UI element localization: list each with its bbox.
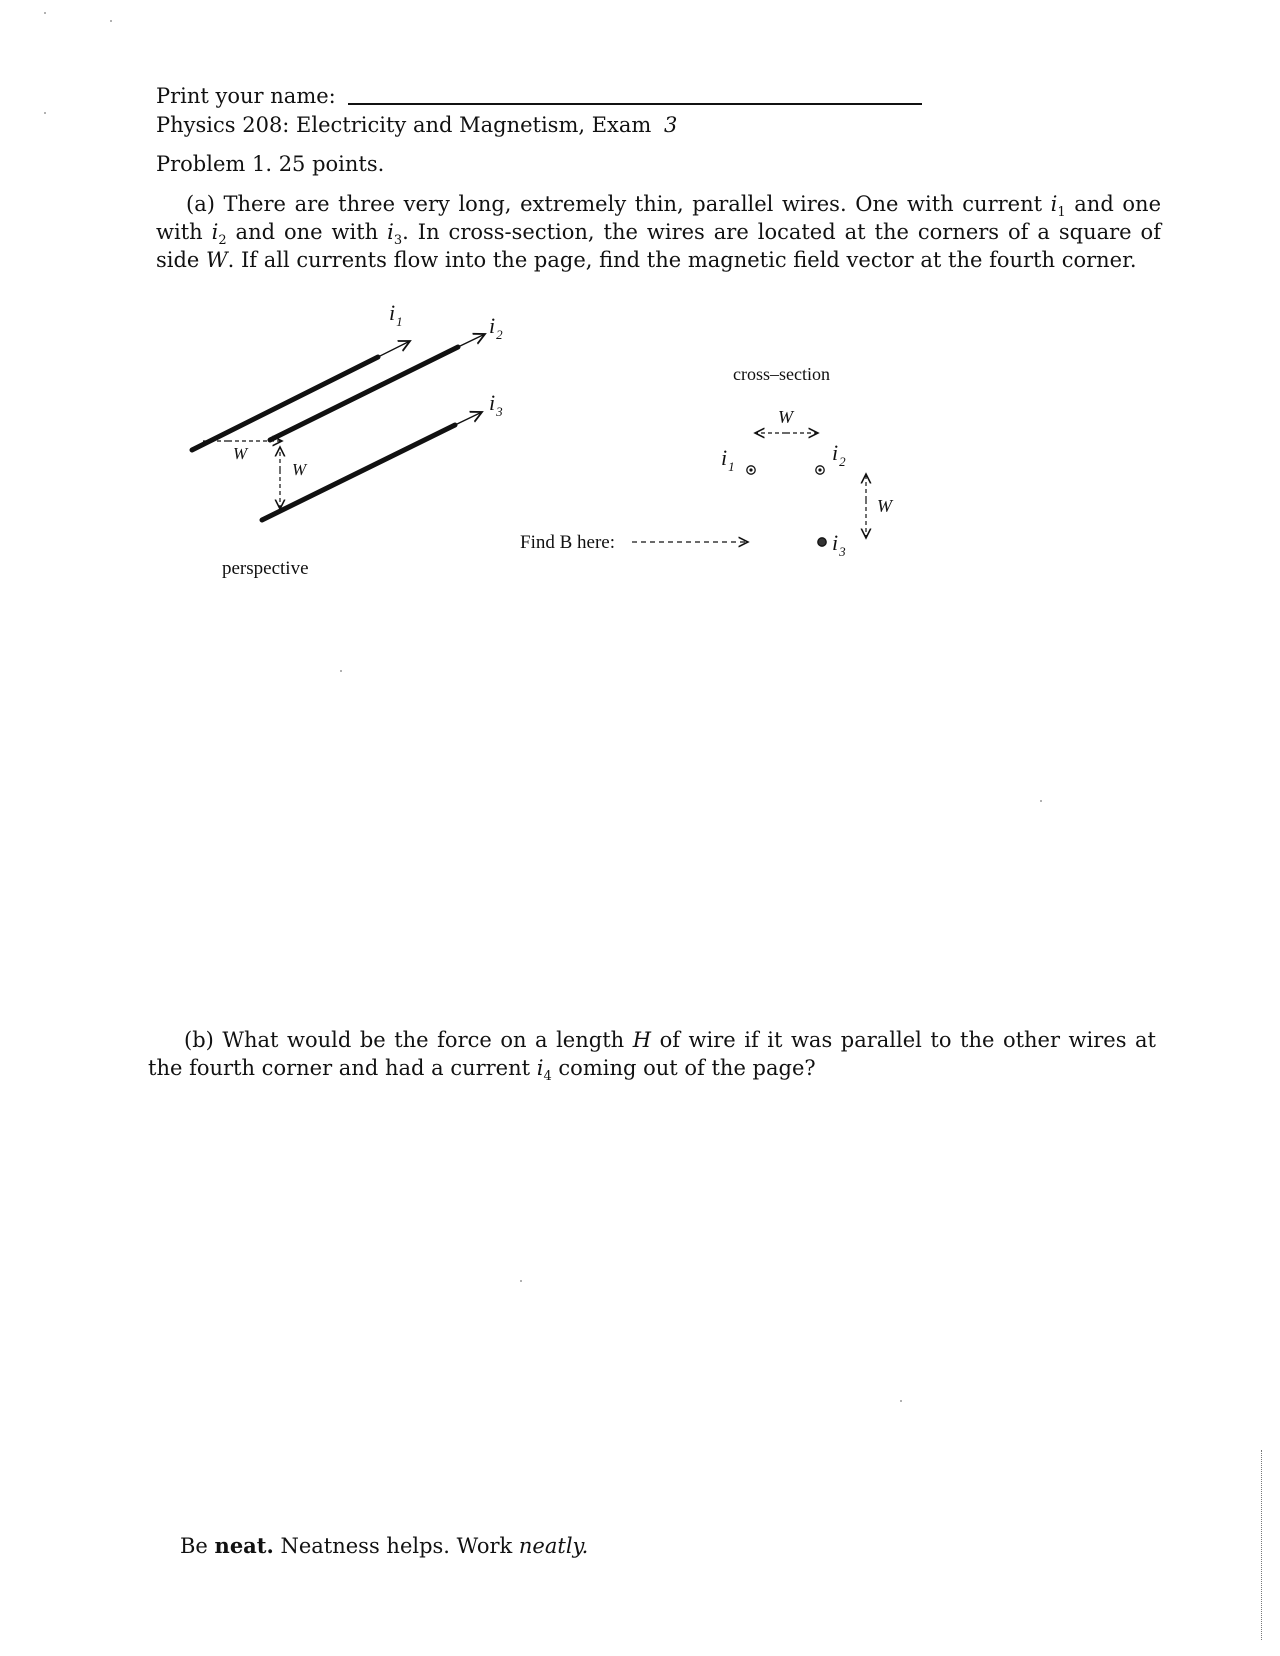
scan-speck xyxy=(44,112,46,114)
cs-label-w-right: W xyxy=(877,496,892,516)
wire-1-arrow xyxy=(378,341,410,357)
scan-edge-marks xyxy=(1259,1450,1262,1640)
label-w-vert: W xyxy=(292,460,307,479)
wire-2 xyxy=(270,347,458,440)
name-label: Print your name: xyxy=(156,84,336,108)
scan-speck xyxy=(900,1400,902,1402)
cs-label-w-top: W xyxy=(778,407,793,427)
wire-2-arrow xyxy=(458,334,485,347)
cross-section-caption: cross–section xyxy=(733,364,830,384)
label-i1: $i_1$ xyxy=(389,300,403,329)
scan-speck xyxy=(110,20,112,22)
perspective-caption: perspective xyxy=(222,558,309,579)
wire-3-arrow xyxy=(455,412,482,425)
cs-label-i2: $i_2$ xyxy=(832,440,846,469)
scan-speck xyxy=(1040,800,1042,802)
wire-1 xyxy=(192,357,378,450)
label-i3: $i_3$ xyxy=(489,390,503,419)
wire-figure xyxy=(0,0,1280,600)
cs-label-i1: $i_1$ xyxy=(721,445,735,474)
label-i2: $i_2$ xyxy=(489,313,503,342)
scan-speck xyxy=(340,670,342,672)
label-w-horiz: W xyxy=(233,444,248,463)
cs-label-i3: $i_3$ xyxy=(832,530,846,559)
cs-wire-3 xyxy=(818,538,826,546)
neatness-note: Be neat. Neatness helps. Work neatly. xyxy=(180,1533,589,1558)
course-title: Physics 208: Electricity and Magnetism, Exam xyxy=(156,113,652,137)
problem-title: Problem 1. 25 points. xyxy=(156,152,385,176)
scan-speck xyxy=(520,1280,522,1282)
scan-speck xyxy=(44,12,46,14)
wire-3 xyxy=(262,425,455,520)
part-a-text: (a) There are three very long, extremely thin, parallel wires. One with current $i_1$ and one with $i_2$ and one with $i_3$. In cross-section, the wires are located at the corners of a square of side W. If all currents flow into the page, find the magnetic field vector at the fourth corner. xyxy=(156,192,1161,272)
exam-number-handwritten: 3 xyxy=(664,113,678,137)
part-b-text: (b) What would be the force on a length H of wire if it was parallel to the other wires at the fourth corner and had a current $i_4$ coming out of the page? xyxy=(148,1028,1156,1085)
find-b-label: Find B here: xyxy=(520,532,615,553)
